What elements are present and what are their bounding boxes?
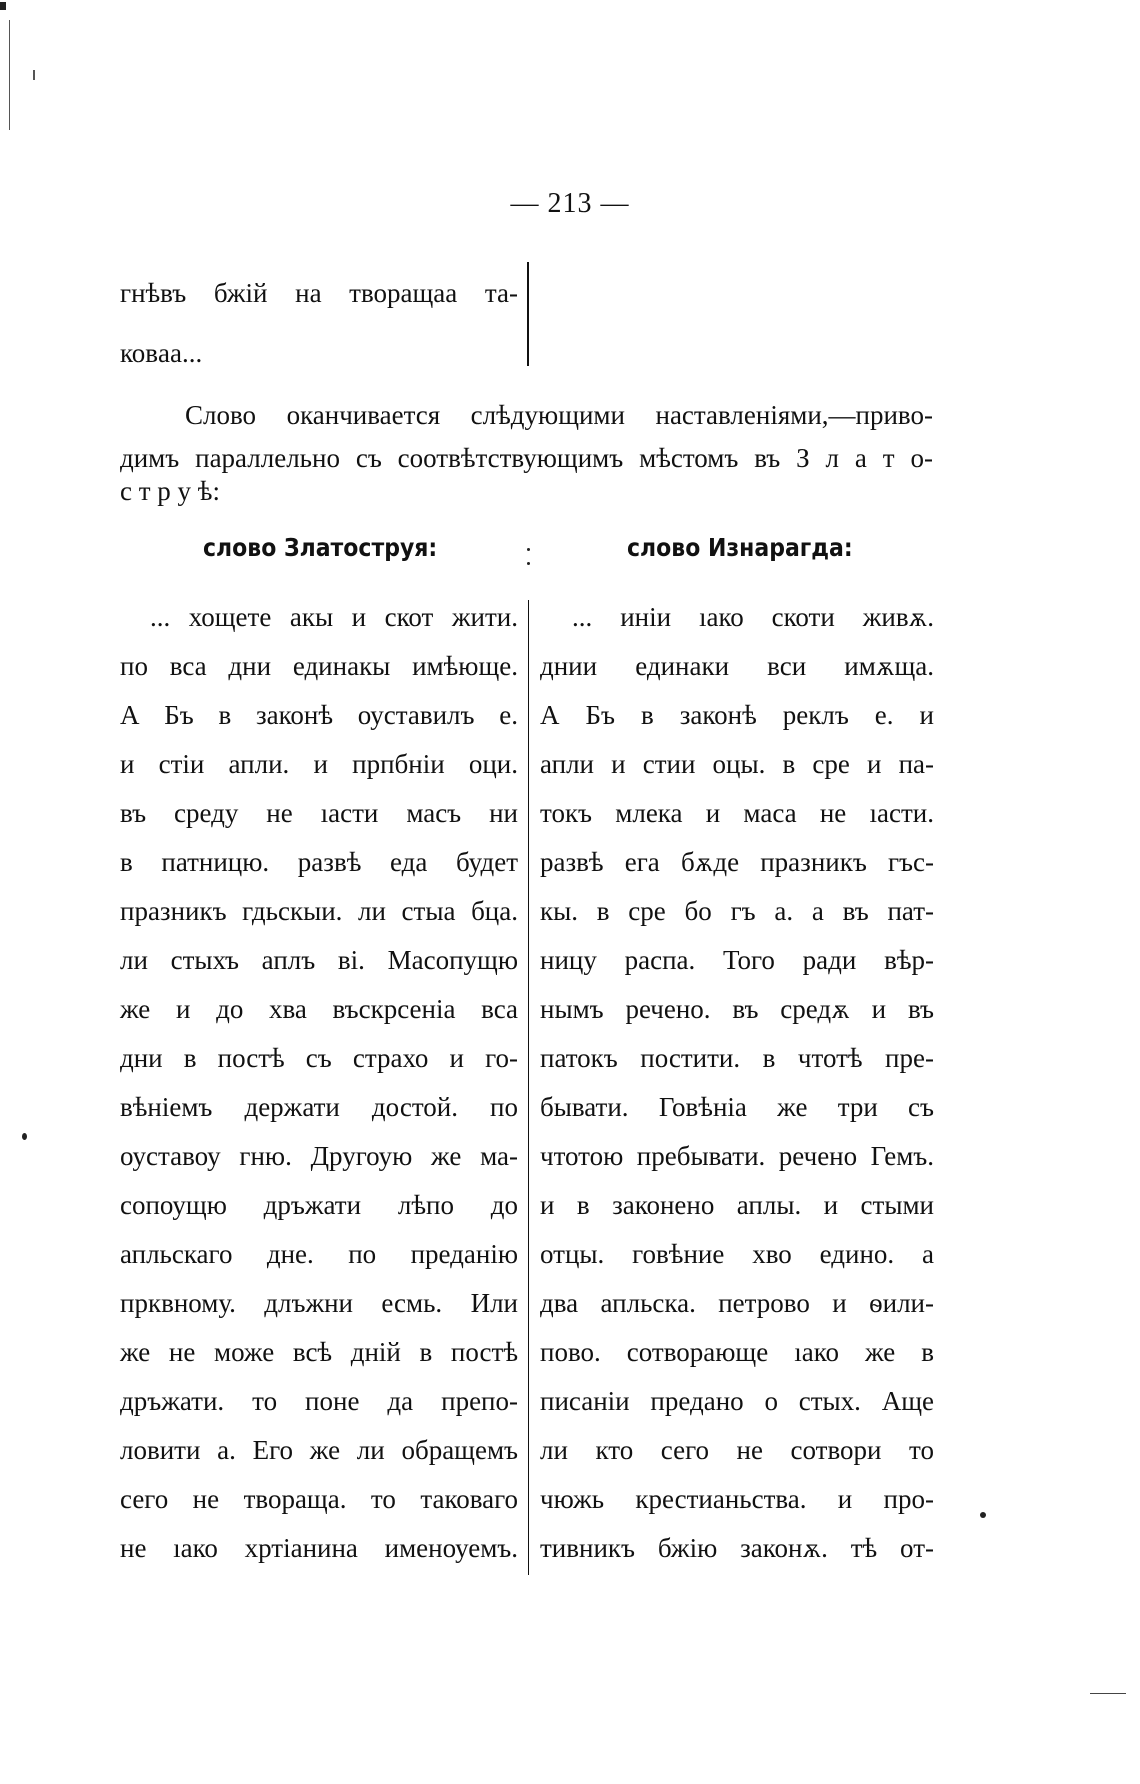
- text-line: писаніи предано о стых. Аще: [540, 1386, 934, 1416]
- text-line: оуставоу гню. Другоую же ма-: [120, 1141, 518, 1171]
- text-line: апли и стии оцы. в сре и па-: [540, 749, 934, 779]
- left-column-heading: слово Златоструя:: [203, 533, 438, 562]
- text-line: въ среду не ıасти масъ ни: [120, 798, 518, 828]
- text-line: нымъ речено. въ средѫ и въ: [540, 994, 934, 1024]
- text-line: и стіи апли. и прпбніи оци.: [120, 749, 518, 779]
- text-line: развѣ ега бѫде празникъ гъс-: [540, 847, 934, 877]
- text-line: же и до хва въскрсеніа вса: [120, 994, 518, 1024]
- text-line: сопоущю дръжати лѣпо до: [120, 1190, 518, 1220]
- scan-speck: [22, 1133, 27, 1140]
- fragment-divider: [527, 262, 529, 366]
- scan-mark: [1090, 1693, 1126, 1694]
- text-line: кы. в сре бо гъ а. а въ пат-: [540, 896, 934, 926]
- text-line: ловити а. Его же ли обращемъ: [120, 1435, 518, 1465]
- scan-edge-mark: [9, 20, 10, 130]
- text-line: ницу распа. Того ради вѣр-: [540, 945, 934, 975]
- divider-mark: [527, 562, 530, 565]
- scan-speck: [980, 1512, 986, 1518]
- text-line: не ıако хртіанина именоуемъ.: [120, 1533, 518, 1563]
- right-column-heading: слово Изнарагда:: [627, 533, 853, 562]
- text-line: Слово оканчивается слѣдующими наставленіями,—приво-: [185, 400, 933, 430]
- text-line: дръжати. то поне да препо-: [120, 1386, 518, 1416]
- text-line: с т р у ѣ:: [120, 476, 220, 506]
- text-line: ... иніи ıако скоти живѫ.: [572, 602, 934, 632]
- text-line: ковaa...: [120, 338, 203, 368]
- text-line: вѣніемъ держати достой. по: [120, 1092, 518, 1122]
- text-line: отцы. говѣние хво едино. а: [540, 1239, 934, 1269]
- text-line: бывати. Говѣніа же три съ: [540, 1092, 934, 1122]
- text-line: по вса дни единакы имѣюще.: [120, 651, 518, 681]
- text-line: в патницю. развѣ еда будет: [120, 847, 518, 877]
- text-line: апльскаго дне. по преданію: [120, 1239, 518, 1269]
- text-line: ли стыхъ аплъ ві. Масопущю: [120, 945, 518, 975]
- text-line: ли кто сего не сотвори то: [540, 1435, 934, 1465]
- text-line: А Бъ в законѣ оуставилъ е.: [120, 700, 518, 730]
- text-line: и в законено аплы. и стыми: [540, 1190, 934, 1220]
- text-line: сего не твораща. то таковаго: [120, 1484, 518, 1514]
- text-line: чюжь крестианьства. и про-: [540, 1484, 934, 1514]
- scan-edge-mark: [33, 70, 35, 80]
- text-line: А Бъ в законѣ реклъ е. и: [540, 700, 934, 730]
- text-line: дни в постѣ съ страхо и го-: [120, 1043, 518, 1073]
- column-divider: [528, 600, 529, 1575]
- text-line: пово. сотворающе ıако же в: [540, 1337, 934, 1367]
- scan-edge-mark: [0, 2, 6, 10]
- text-line: патокъ постити. в чтотѣ пре-: [540, 1043, 934, 1073]
- text-line: димъ параллельно съ соотвѣтствующимъ мѣстомъ въ З л а т о-: [120, 443, 933, 473]
- text-line: токъ млека и маса не ıасти.: [540, 798, 934, 828]
- text-line: же не може всѣ дній в постѣ: [120, 1337, 518, 1367]
- text-line: два апльска. петрово и ѳили-: [540, 1288, 934, 1318]
- text-line: днии единаки вси имѫща.: [540, 651, 934, 681]
- text-line: празникъ гдьскыи. ли стыа бца.: [120, 896, 518, 926]
- divider-mark: [527, 548, 530, 551]
- page-number: — 213 —: [510, 188, 630, 219]
- text-line: ... хощете акы и скот жити.: [150, 602, 518, 632]
- text-line: чтотою пребывати. речено Гемъ.: [540, 1141, 934, 1171]
- text-line: гнѣвъ бжій на творащаа та-: [120, 278, 518, 308]
- text-line: тивникъ бжію законѫ. тѣ от-: [540, 1533, 934, 1563]
- text-line: прквному. длъжни есмь. Или: [120, 1288, 518, 1318]
